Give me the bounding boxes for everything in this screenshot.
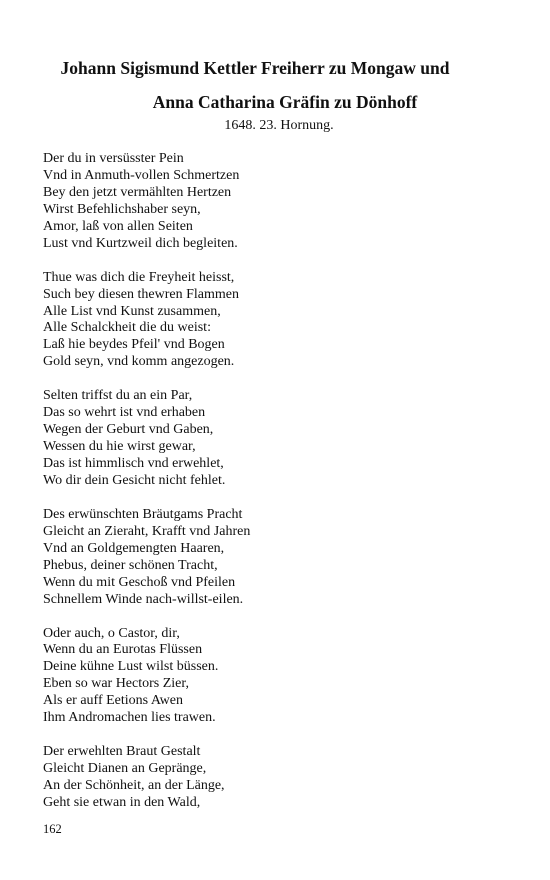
verse-line: Wenn du mit Geschoß vnd Pfeilen: [43, 574, 236, 590]
verse-line: Wenn du an Eurotas Flüssen: [43, 642, 203, 658]
poem-title-line-2: Anna Catharina Gräfin zu Dönhoff: [152, 92, 418, 112]
verse-line: Vnd an Goldgemengten Haaren,: [43, 540, 225, 556]
verse-line: Bey den jetzt vermählten Hertzen: [43, 184, 232, 200]
verse-line: Amor, laß von allen Seiten: [43, 218, 193, 234]
verse-line: Der du in versüsster Pein: [43, 151, 184, 166]
verse-line: Wo dir dein Gesicht nicht fehlet.: [43, 472, 226, 488]
verse-line: Gleicht an Zieraht, Krafft vnd Jahren: [43, 523, 251, 539]
verse-line: Des erwünschten Bräutgams Pracht: [43, 506, 243, 522]
verse-line: Geht sie etwan in den Wald,: [43, 794, 201, 810]
verse-line: Schnellem Winde nach-willst-eilen.: [43, 591, 244, 607]
stanza-2: [43, 270, 523, 372]
verse-line: Ihm Andromachen lies trawen.: [43, 710, 216, 726]
verse-line: Wessen du hie wirst gewar,: [43, 439, 196, 455]
stanza-5: [43, 626, 523, 728]
stanza-3: [43, 388, 523, 490]
verse-line: Alle Schalckheit die du weist:: [43, 320, 211, 336]
verse-line: Phebus, deiner schönen Tracht,: [43, 557, 218, 573]
stanza-6: [43, 744, 523, 812]
stanza-1: [43, 151, 523, 253]
verse-line: Eben so war Hectors Zier,: [43, 676, 189, 692]
verse-line: An der Schönheit, an der Länge,: [43, 778, 225, 793]
verse-line: Als er auff Eetions Awen: [43, 693, 183, 709]
poem-title-line-1: Johann Sigismund Kettler Freiherr zu Mongaw und: [60, 58, 450, 78]
verse-line: Der erwehlten Braut Gestalt: [43, 744, 201, 760]
page-number: 162: [43, 822, 62, 836]
verse-line: Oder auch, o Castor, dir,: [43, 625, 180, 641]
verse-line: Vnd in Anmuth-vollen Schmertzen: [43, 167, 240, 183]
verse-line: Lust vnd Kurtzweil dich begleiten.: [43, 235, 238, 251]
verse-line: Wegen der Geburt vnd Gaben,: [43, 422, 214, 438]
verse-line: Selten triffst du an ein Par,: [43, 388, 193, 404]
verse-line: Gold seyn, vnd komm angezogen.: [43, 354, 235, 370]
verse-line: Wirst Befehlichshaber seyn,: [43, 201, 201, 217]
verse-line: Gleicht Dianen an Gepränge,: [43, 761, 207, 777]
verse-line: Laß hie beydes Pfeil' vnd Bogen: [43, 337, 225, 353]
verse-line: Das so wehrt ist vnd erhaben: [43, 405, 206, 421]
verse-line: Das ist himmlisch vnd erwehlet,: [43, 456, 224, 471]
verse-line: Alle List vnd Kunst zusammen,: [43, 303, 221, 319]
verse-line: Such bey diesen thewren Flammen: [43, 286, 239, 302]
poem-body: [43, 151, 523, 829]
verse-line: Deine kühne Lust wilst büssen.: [43, 659, 219, 675]
stanza-4: [43, 507, 523, 609]
verse-line: Thue was dich die Freyheit heisst,: [43, 269, 235, 285]
poem-date: 1648. 23. Hornung.: [224, 118, 334, 133]
